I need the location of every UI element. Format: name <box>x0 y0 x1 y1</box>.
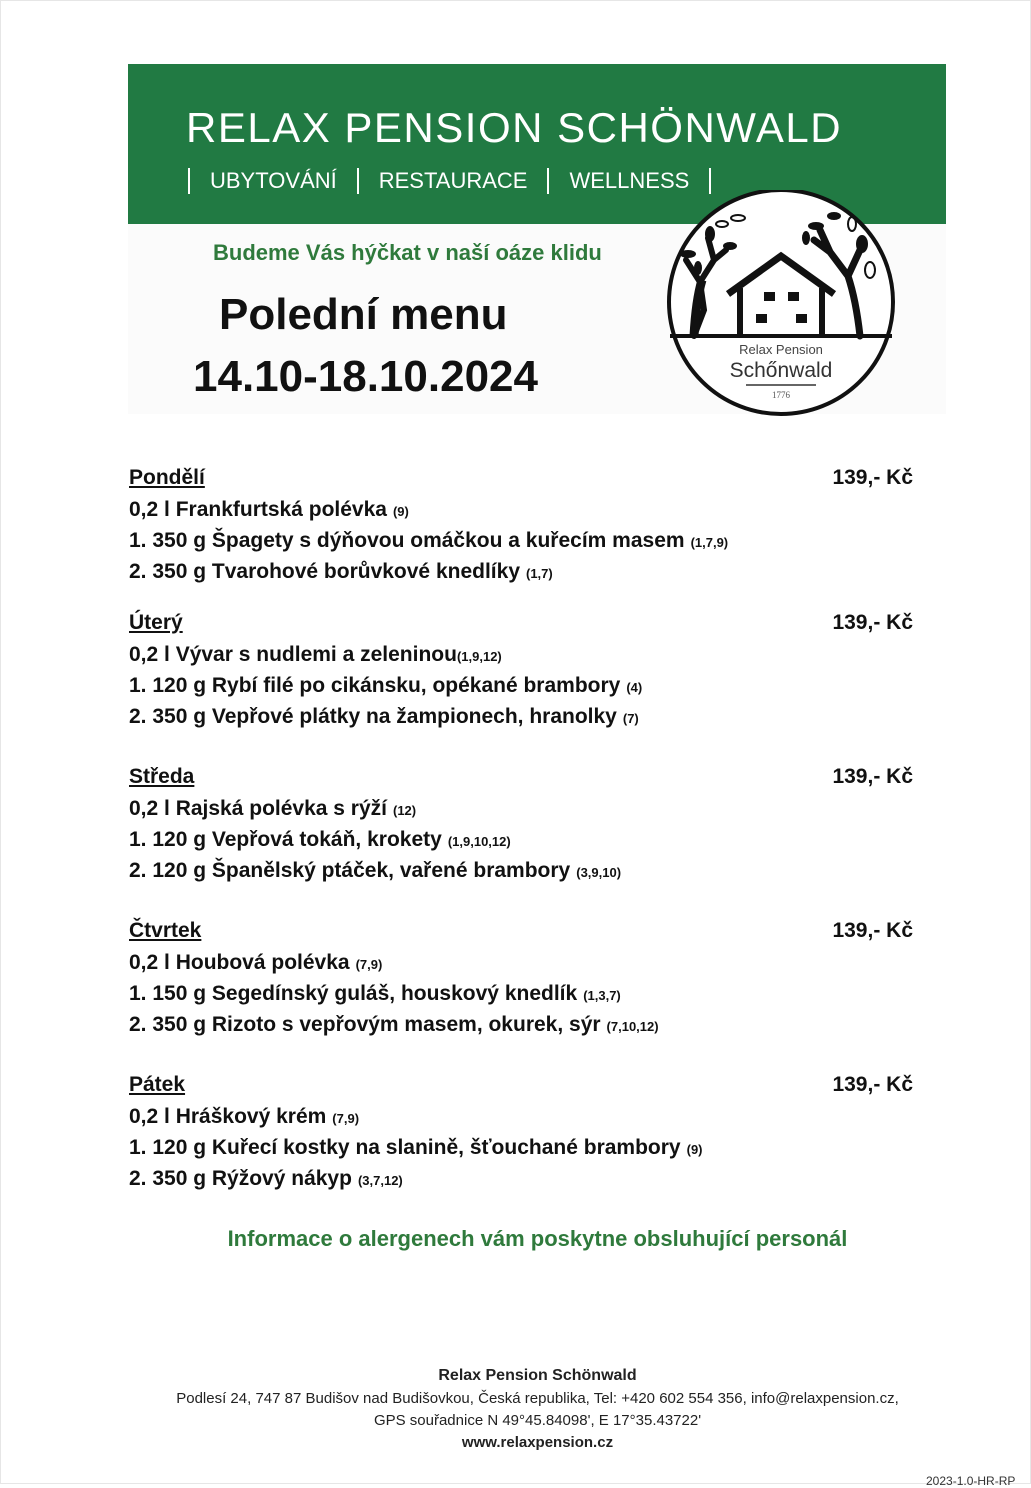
menu-item-main-1 <box>129 527 919 558</box>
day-price: 139,- Kč <box>832 1073 913 1096</box>
footer-name: Relax Pension Schönwald <box>438 1367 637 1384</box>
item-text: 0,2 l Vývar s nudlemi a zeleninou <box>129 643 457 666</box>
day-name: Středa <box>129 765 195 788</box>
menu-item-main-1 <box>129 826 919 857</box>
pension-logo <box>664 190 898 416</box>
item-allergens: (12) <box>393 803 417 818</box>
item-allergens: (3,9,10) <box>576 865 622 880</box>
item-text: 1. 120 g Vepřová tokáň, krokety <box>129 828 442 851</box>
nav-divider <box>547 168 549 194</box>
nav-item-restaurant: RESTAURACE <box>378 168 528 193</box>
day-wednesday <box>129 765 919 888</box>
menu-item-main-2 <box>129 857 919 888</box>
footer-address: Podlesí 24, 747 87 Budišov nad Budišovkou, Česká republika, Tel: +420 602 554 356, info@relaxpension.cz, <box>176 1390 899 1407</box>
day-price: 139,- Kč <box>832 611 913 634</box>
item-allergens: (1,7,9) <box>690 535 729 550</box>
menu-item-soup <box>129 795 919 826</box>
menu-date-range: 14.10-18.10.2024 <box>193 352 538 401</box>
menu-item-soup <box>129 496 919 527</box>
menu-item-main-1 <box>129 1134 919 1165</box>
day-friday <box>129 1073 919 1196</box>
day-price: 139,- Kč <box>832 919 913 942</box>
document-code: 2023-1.0-HR-RP <box>926 1474 1016 1488</box>
menu-item-main-2 <box>129 1165 919 1196</box>
item-text: 0,2 l Hráškový krém <box>129 1105 327 1128</box>
item-allergens: (9) <box>392 504 409 519</box>
item-allergens: (7) <box>622 711 639 726</box>
footer-gps: GPS souřadnice N 49°45.84098', E 17°35.43722' <box>373 1412 702 1429</box>
day-thursday <box>129 919 919 1042</box>
pension-title: RELAX PENSION SCHÖNWALD <box>186 104 843 151</box>
item-text: 1. 350 g Špagety s dýňovou omáčkou a kuřecím masem <box>129 529 685 552</box>
menu-item-soup <box>129 949 919 980</box>
header-nav <box>186 168 731 194</box>
nav-item-wellness: WELLNESS <box>569 168 690 193</box>
day-name: Pátek <box>129 1073 186 1096</box>
nav-divider <box>188 168 190 194</box>
day-monday <box>129 466 919 589</box>
item-text: 1. 150 g Segedínský guláš, houskový knedlík <box>129 982 578 1005</box>
day-header <box>129 919 919 949</box>
day-tuesday <box>129 611 919 734</box>
day-name: Čtvrtek <box>129 919 202 942</box>
item-text: 1. 120 g Rybí filé po cikánsku, opékané brambory <box>129 674 621 697</box>
item-text: 0,2 l Rajská polévka s rýží <box>129 797 387 820</box>
item-text: 2. 350 g Rizoto s vepřovým masem, okurek, sýr <box>129 1013 601 1036</box>
item-text: 2. 350 g Rýžový nákyp <box>129 1167 352 1190</box>
footer-website: www.relaxpension.cz <box>461 1434 614 1451</box>
item-text: 0,2 l Houbová polévka <box>129 951 350 974</box>
item-allergens: (7,9) <box>355 957 383 972</box>
item-text: 1. 120 g Kuřecí kostky na slanině, šťouchané brambory <box>129 1136 681 1159</box>
logo-year: 1776 <box>772 390 790 400</box>
item-allergens: (3,7,12) <box>357 1173 403 1188</box>
item-allergens: (1,7) <box>526 566 553 581</box>
day-name: Úterý <box>129 611 183 634</box>
day-header <box>129 611 919 641</box>
logo-line2: Schőnwald <box>729 359 833 382</box>
item-allergens: (7,10,12) <box>606 1019 659 1034</box>
nav-divider <box>357 168 359 194</box>
menu-item-main-2 <box>129 703 919 734</box>
menu-item-main-1 <box>129 980 919 1011</box>
nav-item-accommodation: UBYTOVÁNÍ <box>210 168 337 193</box>
menu-item-soup <box>129 1103 919 1134</box>
day-price: 139,- Kč <box>832 765 913 788</box>
day-header <box>129 1073 919 1103</box>
menu-item-main-1 <box>129 672 919 703</box>
logo-line1: Relax Pension <box>739 342 823 357</box>
item-allergens: (7,9) <box>332 1111 360 1126</box>
item-text: 2. 350 g Vepřové plátky na žampionech, hranolky <box>129 705 617 728</box>
item-text: 0,2 l Frankfurtská polévka <box>129 498 387 521</box>
menu-item-main-2 <box>129 558 919 589</box>
day-price: 139,- Kč <box>832 466 913 489</box>
day-name: Pondělí <box>129 466 205 489</box>
item-allergens: (1,9,12) <box>456 649 502 664</box>
day-header <box>129 765 919 795</box>
menu-item-soup <box>129 641 919 672</box>
item-allergens: (1,9,10,12) <box>447 834 511 849</box>
allergen-note: Informace o alergenech vám poskytne obsluhující personál <box>227 1226 848 1251</box>
item-text: 2. 120 g Španělský ptáček, vařené brambory <box>129 859 571 882</box>
menu-title: Polední menu <box>219 290 508 339</box>
item-text: 2. 350 g Tvarohové borůvkové knedlíky <box>129 560 520 583</box>
item-allergens: (1,3,7) <box>583 988 621 1003</box>
item-allergens: (9) <box>686 1142 703 1157</box>
menu-item-main-2 <box>129 1011 919 1042</box>
item-allergens: (4) <box>626 680 643 695</box>
tagline: Budeme Vás hýčkat v naší oáze klidu <box>213 240 602 265</box>
day-header <box>129 466 919 496</box>
